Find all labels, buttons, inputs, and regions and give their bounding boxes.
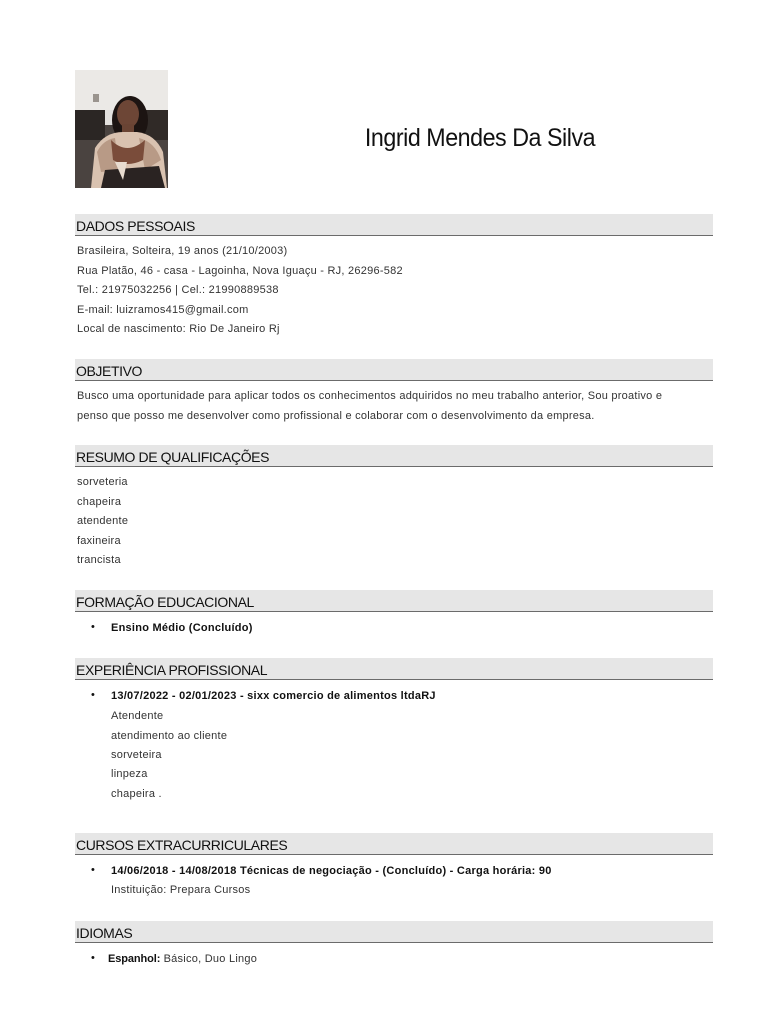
email-line: E-mail: luizramos415@gmail.com	[77, 304, 249, 316]
section-experiencia-header: EXPERIÊNCIA PROFISSIONAL	[75, 658, 713, 680]
section-dados-pessoais-header: DADOS PESSOAIS	[75, 214, 713, 236]
experience-detail: Atendente	[111, 710, 164, 722]
qualification-item: atendente	[77, 515, 129, 527]
experience-detail: sorveteira	[111, 749, 162, 761]
objective-line: penso que posso me desenvolver como profissional e colaborar com o desenvolvimento da empresa.	[77, 410, 595, 422]
bullet-icon: •	[91, 952, 95, 964]
qualification-item: faxineira	[77, 535, 121, 547]
course-institution: Instituição: Prepara Cursos	[111, 884, 251, 896]
experience-detail: linpeza	[111, 768, 148, 780]
address-line: Rua Platão, 46 - casa - Lagoinha, Nova Iguaçu - RJ, 26296-582	[77, 265, 403, 277]
qualification-item: sorveteria	[77, 476, 128, 488]
section-cursos-header: CURSOS EXTRACURRICULARES	[75, 833, 713, 855]
experience-detail: chapeira .	[111, 788, 162, 800]
phone-line: Tel.: 21975032256 | Cel.: 21990889538	[77, 284, 279, 296]
education-item: Ensino Médio (Concluído)	[111, 622, 253, 634]
language-level: Básico, Duo Lingo	[160, 953, 258, 965]
section-idiomas-header: IDIOMAS	[75, 921, 713, 943]
course-heading: 14/06/2018 - 14/08/2018 Técnicas de negociação - (Concluído) - Carga horária: 90	[111, 865, 552, 877]
qualification-item: trancista	[77, 554, 121, 566]
experience-detail: atendimento ao cliente	[111, 730, 228, 742]
experience-heading: 13/07/2022 - 02/01/2023 - sixx comercio de alimentos ltdaRJ	[111, 690, 436, 702]
section-formacao-header: FORMAÇÃO EDUCACIONAL	[75, 590, 713, 612]
bullet-icon: •	[91, 689, 95, 701]
language-name: Espanhol:	[108, 953, 161, 965]
section-objetivo-header: OBJETIVO	[75, 359, 713, 381]
section-resumo-header: RESUMO DE QUALIFICAÇÕES	[75, 445, 713, 467]
bullet-icon: •	[91, 864, 95, 876]
bullet-icon: •	[91, 621, 95, 633]
objective-line: Busco uma oportunidade para aplicar todos os conhecimentos adquiridos no meu trabalho anterior, Sou proativo e	[77, 390, 663, 402]
personal-info-line: Brasileira, Solteira, 19 anos (21/10/2003)	[77, 245, 288, 257]
profile-photo	[75, 70, 168, 188]
birthplace-line: Local de nascimento: Rio De Janeiro Rj	[77, 323, 280, 335]
candidate-name: Ingrid Mendes Da Silva	[364, 124, 596, 152]
qualification-item: chapeira	[77, 496, 122, 508]
language-item	[108, 953, 257, 965]
